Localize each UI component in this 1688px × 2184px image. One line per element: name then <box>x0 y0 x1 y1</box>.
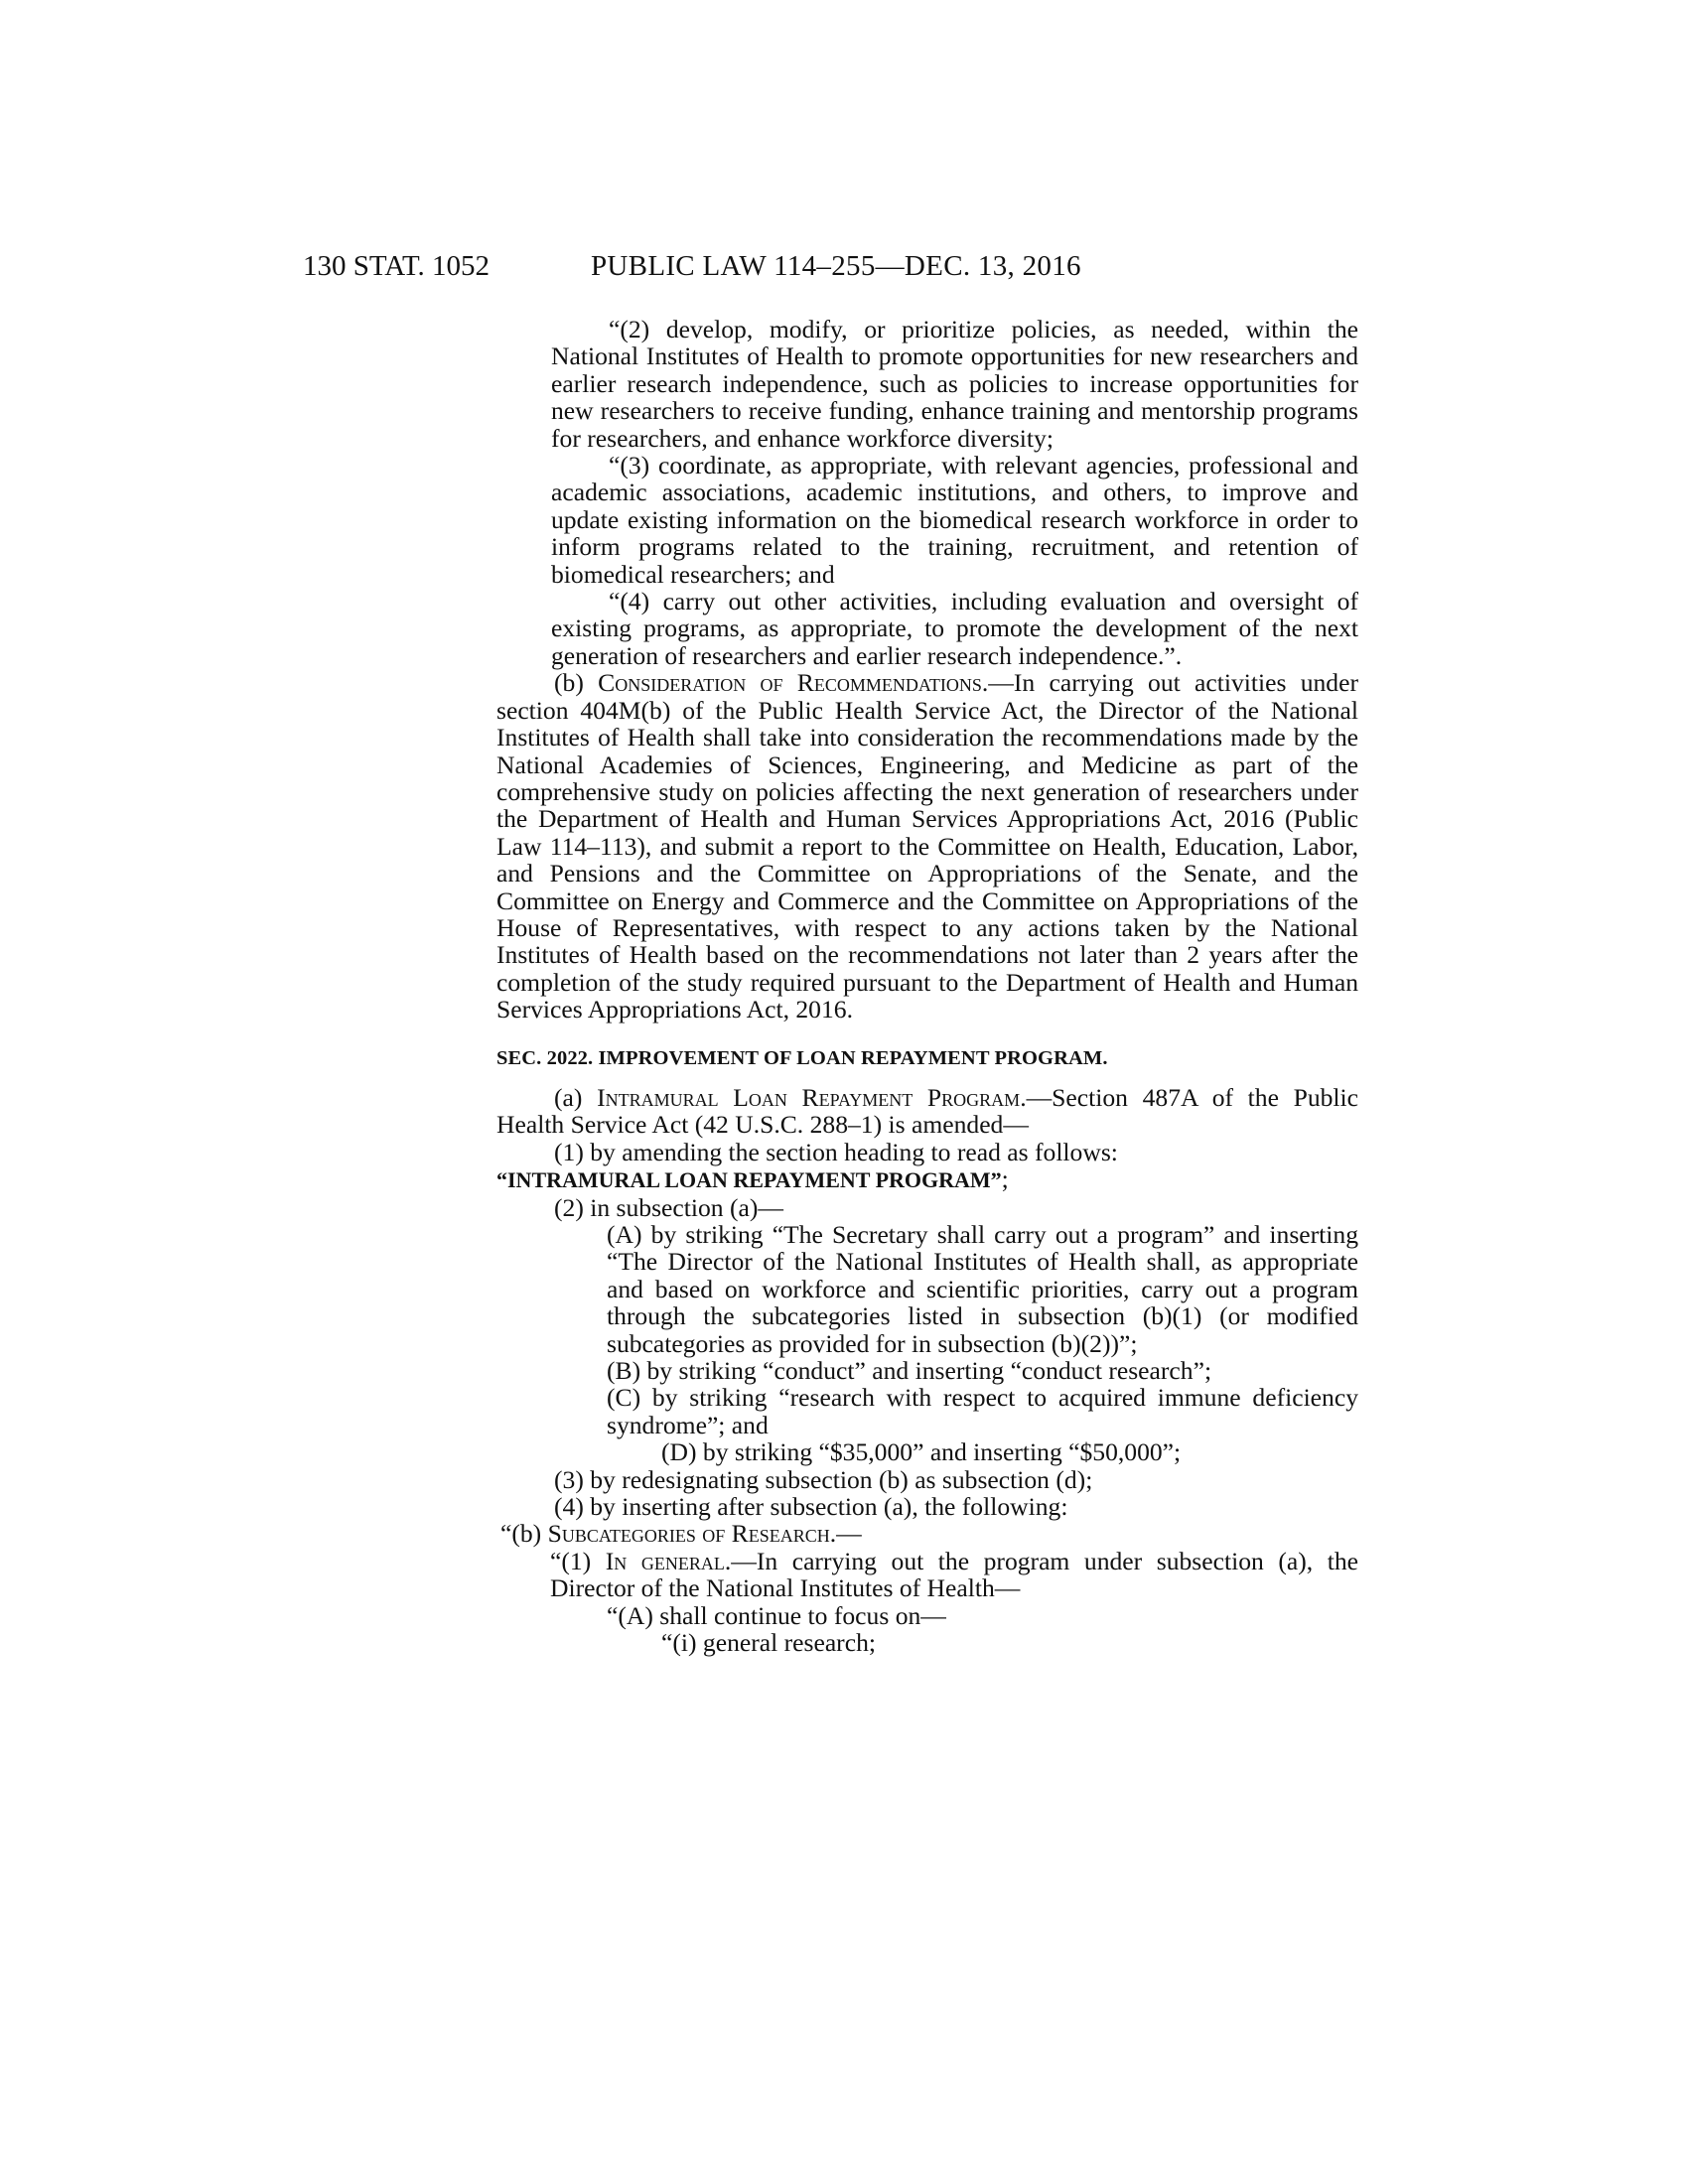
item-2: (2) in subsection (a)— <box>554 1192 783 1222</box>
section-heading: SEC. 2022. IMPROVEMENT OF LOAN REPAYMENT PROGRAM. <box>496 1046 1108 1069</box>
subsection-b <box>496 669 1358 1023</box>
subsection-a-text: .—Section 487A of the Public Health Service Act (42 U.S.C. 288–1) is amended— <box>496 1082 1358 1140</box>
inserted-subsection-b-end: .— <box>829 1519 862 1549</box>
item-3: (3) by redesignating subsection (b) as subsection (d); <box>554 1464 1093 1494</box>
item-2-C: (C) by striking “research with respect to acquired immune deficiency syndrome”; and <box>607 1383 1358 1439</box>
subsection-b-text: .—In carrying out activities under section 404M(b) of the Public Health Service Act, the Director of the National Institutes of Health shall take into consideration the recommendations made by the National Academies of Sciences, Engineering, and Medicine as part of the comprehensive study on policies affecting the next generation of researchers under the Department of Health and Human Services Appropriations Act, 2016 (Public Law 114–113), and submit a report to the Committee on Health, Education, Labor, and Pensions and the Committee on Appropriations of the Senate, and the Committee on Energy and Commerce and the Committee on Appropriations of the House of Representatives, with respect to any actions taken by the National Institutes of Health based on the recommendations not later than 2 years after the completion of the study required pursuant to the Department of Health and Human Services Appropriations Act, 2016. <box>496 668 1358 1024</box>
inserted-subsection-b <box>496 1520 1358 1547</box>
inserted-paragraph-1 <box>496 1548 1358 1602</box>
inserted-paragraph-1-heading: In general <box>605 1546 725 1575</box>
item-1-heading-line <box>496 1165 1358 1193</box>
item-4: (4) by inserting after subsection (a), the following: <box>554 1492 1068 1522</box>
item-2-D: (D) by striking “$35,000” and inserting “$50,000”; <box>661 1437 1182 1467</box>
subsection-a <box>496 1084 1358 1139</box>
item-2-B: (B) by striking “conduct” and inserting “conduct research”; <box>607 1356 1212 1386</box>
inserted-subsection-b-heading: Subcategories of Research <box>547 1519 830 1549</box>
item-2-A: (A) by striking “The Secretary shall carry out a program” and inserting “The Director of the National Institutes of Health shall, as appropriate and based on workforce and scientific priorities, carry out a program through the subcategories listed in subsection (b)(1) (or modified subcategories as provided for in subsection (b)(2))”; <box>607 1220 1358 1358</box>
paragraph-2: “(2) develop, modify, or prioritize policies, as needed, within the National Institutes of Health to promote opportunities for new researchers and earlier research independence, such as policies to increase opportunities for new researchers to receive funding, enhance training and mentorship programs for researchers, and enhance workforce diversity; <box>551 315 1358 453</box>
document-body <box>496 316 1358 1657</box>
subsection-b-label: (b) <box>554 668 584 698</box>
inserted-paragraph-1-text: .—In carrying out the program under subsection (a), the Director of the National Institutes of Health— <box>550 1546 1358 1603</box>
inserted-subparagraph-A: “(A) shall continue to focus on— <box>607 1600 946 1630</box>
public-law-citation: PUBLIC LAW 114–255—DEC. 13, 2016 <box>591 250 1081 282</box>
inserted-paragraph-1-label: “(1) <box>550 1546 592 1575</box>
paragraph-3: “(3) coordinate, as appropriate, with relevant agencies, professional and academic associations, academic institutions, and others, to improve and update existing information on the biomedical research workforce in order to inform programs related to the training, recruitment, and retention of biomedical researchers; and <box>551 451 1358 589</box>
paragraph-4: “(4) carry out other activities, including evaluation and oversight of existing programs, as appropriate, to promote the development of the next generation of researchers and earlier research independence.”. <box>551 587 1358 670</box>
subsection-b-heading: Consideration of Recommendations <box>598 668 982 698</box>
item-1: (1) by amending the section heading to read as follows: <box>554 1137 1118 1166</box>
item-1-heading-end: ; <box>1001 1164 1009 1194</box>
inserted-clause-i: “(i) general research; <box>661 1628 876 1658</box>
inserted-subsection-b-label: “(b) <box>500 1519 542 1549</box>
subsection-a-heading: Intramural Loan Repayment Program <box>597 1082 1021 1112</box>
subsection-a-label: (a) <box>554 1082 583 1112</box>
item-1-heading: “INTRAMURAL LOAN REPAYMENT PROGRAM” <box>496 1167 1002 1193</box>
statute-page-number: 130 STAT. 1052 <box>303 250 491 282</box>
